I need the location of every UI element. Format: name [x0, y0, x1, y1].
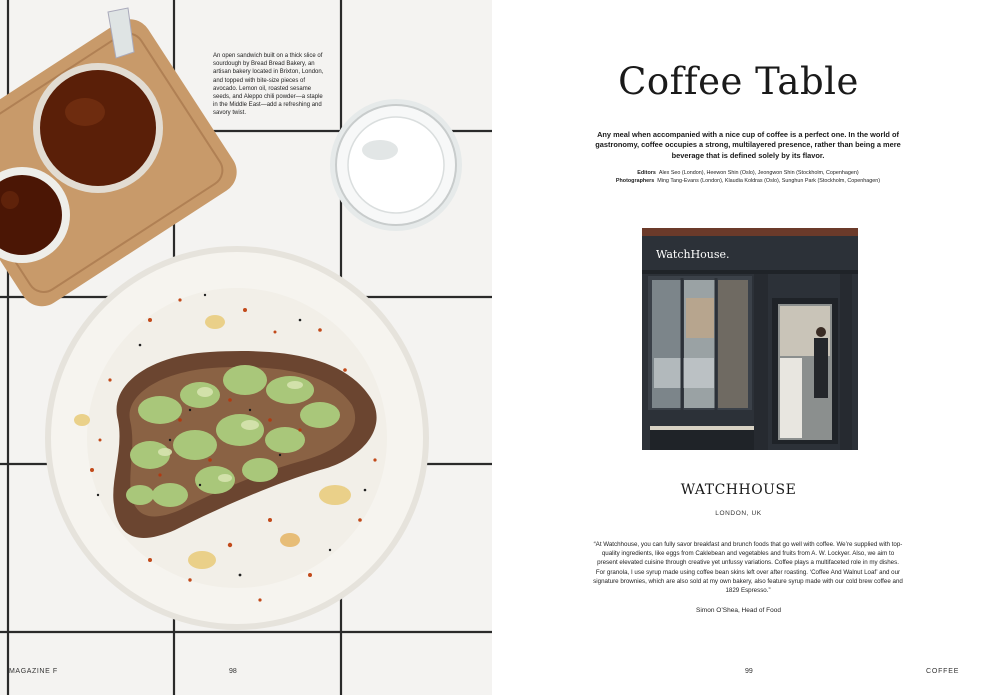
page-number-left: 98: [229, 668, 237, 675]
chef-quote: “At Watchhouse, you can fully savor breakfast and brunch foods that go well with coffee. We’re supplied with top-quality ingredients, like eggs from Caklebean and vegetables and fruits from A. W. Lockyer. Also, we aim to present elevated cuisine through creative yet unfussy variations. Coffee plays a multifaceted role in my dishes. For granola, I use syrup made using coffee bean skins left over after roasting. ‘Coffee And Walnut Loaf’ and our signature brownies, which are also sold at my own bakery, also feature syrup made with our cold brew coffee and 1829 Espresso.”: [593, 541, 903, 595]
editors-label: Editors: [637, 170, 656, 176]
editors-credit: [572, 169, 924, 177]
folio-section-name: COFFEE: [926, 668, 960, 675]
photographers-credit: [572, 177, 924, 185]
photographers-label: Photographers: [615, 178, 655, 184]
article-credits: [572, 169, 924, 185]
photo-caption: An open sandwich built on a thick slice of sourdough by Bread Bread Bakery, an artisan bakery located in Brixton, London, and topped with bite-size pieces of avocado. Lemon oil, roasted sesame seeds, and Aleppo chili powder—a staple in the Middle East—add a refreshing and savory twist.: [213, 53, 324, 117]
photographers-names: Ming Tang-Evans (London), Klaudia Koldras (Oslo), Sunghun Park (Stockholm, Copenhagen): [657, 178, 881, 184]
article-intro: Any meal when accompanied with a nice cup of coffee is a perfect one. In the world of gastronomy, coffee occupies a strong, multilayered presence, rather than being a mere beverage that is defined solely by its flavor.: [595, 130, 901, 160]
shop-location: LONDON, UK: [715, 510, 762, 517]
article-title: Coffee Table: [618, 60, 859, 103]
water-glass: [330, 99, 462, 231]
shopfront-photo: [642, 228, 858, 450]
shop-name: WATCHHOUSE: [680, 482, 797, 498]
shop-sign: WatchHouse.: [656, 248, 730, 261]
quote-author: Simon O’Shea, Head of Food: [696, 607, 781, 614]
editors-names: Alex Seo (London), Heewon Shin (Oslo), Jeongwon Shin (Stockholm, Copenhagen): [658, 170, 859, 176]
folio-magazine-name: MAGAZINE F: [9, 668, 58, 675]
left-page: [0, 0, 492, 695]
right-page: [492, 0, 985, 695]
page-number-right: 99: [745, 668, 753, 675]
